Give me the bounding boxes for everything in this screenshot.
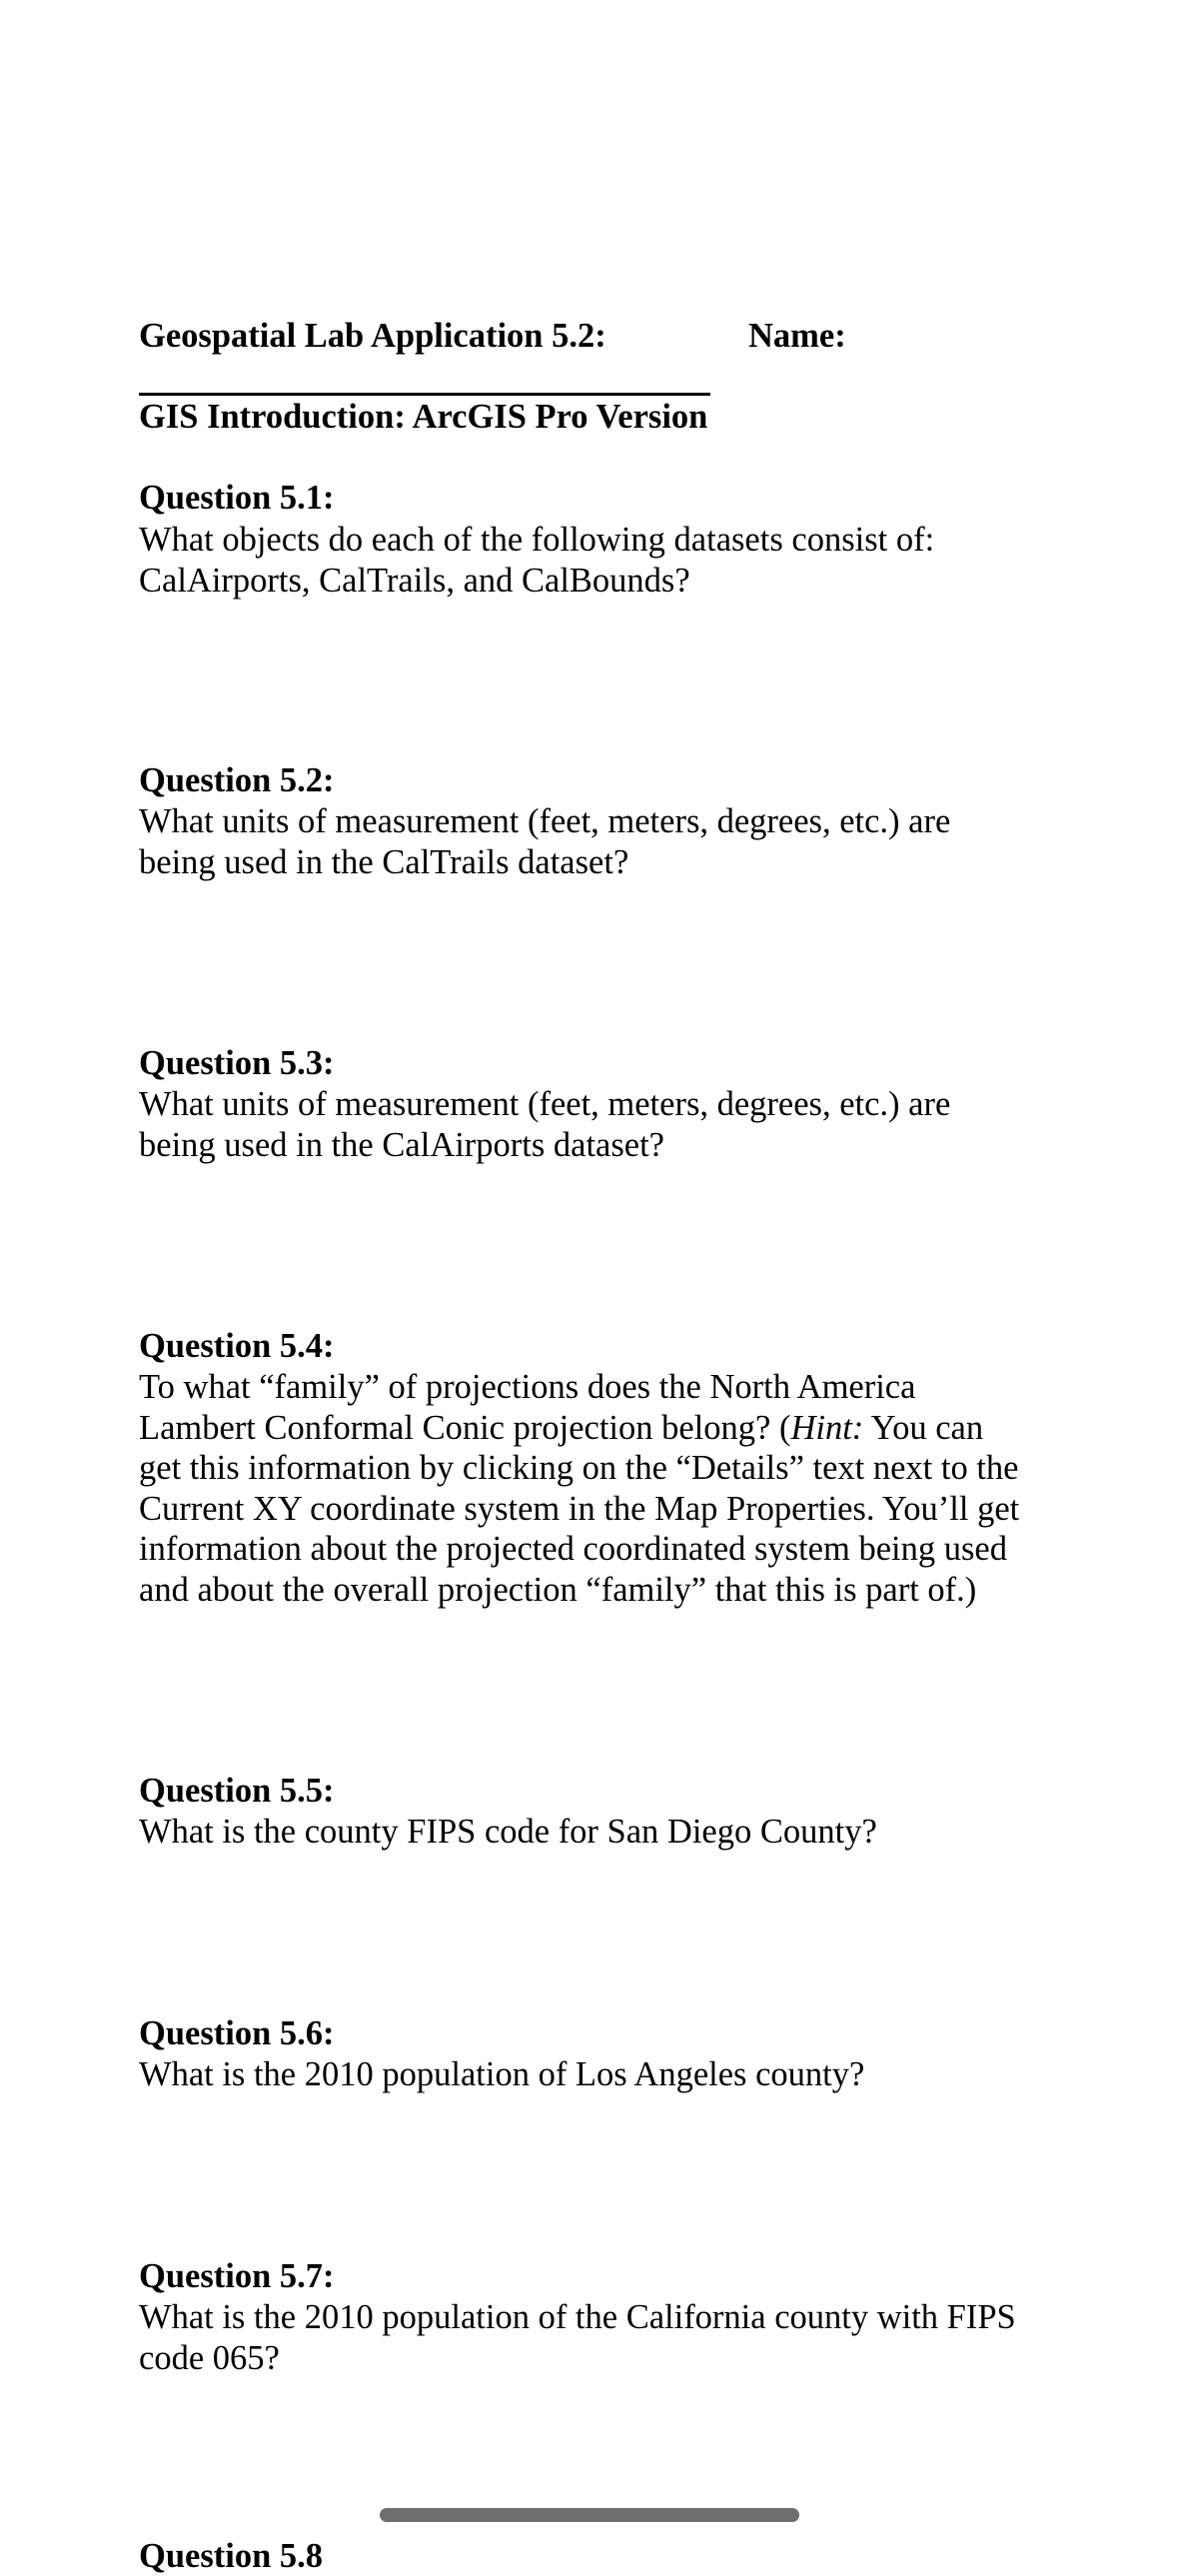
question-text-line: What is the county FIPS code for San Diego County? xyxy=(139,1813,877,1851)
question-title: Question 5.5: xyxy=(139,1772,335,1810)
lab-subtitle: GIS Introduction: ArcGIS Pro Version xyxy=(139,398,708,436)
question-text-line: being used in the CalTrails dataset? xyxy=(139,842,629,881)
question-title: Question 5.8 xyxy=(139,2537,324,2575)
question-text-line: and about the overall projection “family” that this is part of.) xyxy=(139,1570,977,1609)
question-title: Question 5.1: xyxy=(139,479,335,517)
name-blank-line xyxy=(139,393,710,396)
question-text xyxy=(139,2297,1038,2378)
question-text xyxy=(139,520,1038,601)
question-text-line: What is the 2010 population of the California county with FIPS xyxy=(139,2298,1016,2336)
question-text xyxy=(139,801,1038,882)
question-title: Question 5.7: xyxy=(139,2257,335,2295)
question-text-line: What units of measurement (feet, meters, degrees, etc.) are xyxy=(139,802,951,840)
question-title: Question 5.3: xyxy=(139,1044,335,1082)
question-text xyxy=(139,1084,1038,1165)
question-title: Question 5.6: xyxy=(139,2014,335,2052)
home-indicator[interactable] xyxy=(380,2508,799,2522)
question-text xyxy=(139,1367,1038,1610)
hint-label: Hint: xyxy=(790,1408,864,1447)
question-text-line xyxy=(139,1408,1038,1449)
question-text-line: code 065? xyxy=(139,2338,280,2377)
name-label: Name: xyxy=(748,317,846,355)
question-title: Question 5.2: xyxy=(139,761,335,799)
question-text-line: CalAirports, CalTrails, and CalBounds? xyxy=(139,561,690,600)
question-text xyxy=(139,1812,1038,1853)
question-text-line: get this information by clicking on the “Details” text next to the xyxy=(139,1449,1019,1487)
question-text-fragment: You can xyxy=(863,1408,984,1447)
question-text-line: What units of measurement (feet, meters, degrees, etc.) are xyxy=(139,1085,951,1123)
lab-title: Geospatial Lab Application 5.2: xyxy=(139,317,606,355)
question-text-line: being used in the CalAirports dataset? xyxy=(139,1125,664,1164)
question-title: Question 5.4: xyxy=(139,1327,335,1365)
question-text-line: What is the 2010 population of Los Angeles county? xyxy=(139,2055,865,2093)
question-text-fragment: Lambert Conformal Conic projection belong? ( xyxy=(139,1408,791,1447)
question-text-line: What objects do each of the following datasets consist of: xyxy=(139,521,935,559)
question-text-line: information about the projected coordinated system being used xyxy=(139,1530,1007,1568)
question-text-line: To what “family” of projections does the North America xyxy=(139,1368,916,1406)
question-text-line: Current XY coordinate system in the Map Properties. You’ll get xyxy=(139,1489,1020,1528)
question-text xyxy=(139,2054,1038,2095)
